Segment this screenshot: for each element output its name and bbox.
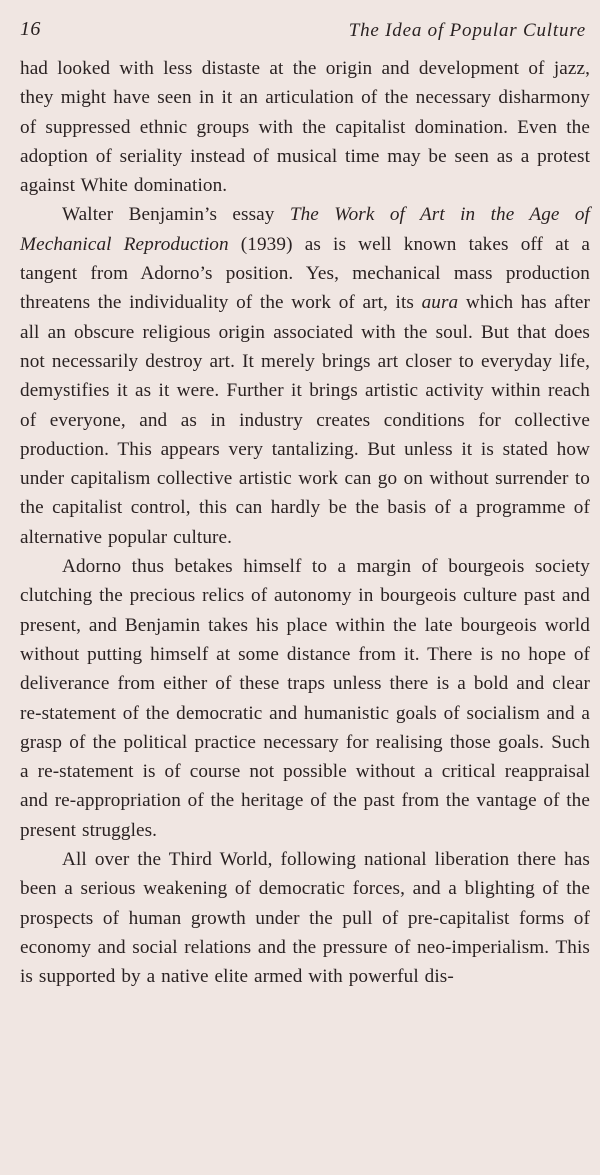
paragraph-2 [20,200,590,552]
page-number: 16 [20,18,41,40]
running-head [20,14,590,54]
essay-title: The Work of Art in the Age of Mechanical Reproduction [20,204,590,255]
running-title: The Idea of Popular Culture [348,20,586,41]
paragraph-2-part-a: Walter Benjamin’s essay [62,204,290,226]
paragraph-1: had looked with less distaste at the origin and development of jazz, they might have seen in it an articulation of the necessary disharmony of suppressed ethnic groups with the capitalist domination. Even the adoption of seriality instead of musical time may be seen as a protest against White domination. [20,58,590,197]
paragraph-2-part-b: (1939) as is well known takes off at a tangent from Adorno’s position. Yes, mechanical mass production threatens the individuality of the work of art, its [20,233,590,314]
paragraph-2-part-c: which has after all an obscure religious origin associated with the soul. But that does not necessarily destroy art. It merely brings art closer to everyday life, demystifies it as it were. Further it brings artistic activity within reach of everyone, and as in industry creates conditions for collective production. This appears very tantalizing. But unless it is stated how under capitalism collective artistic work can go on without surrender to the capitalist control, this can hardly be the basis of a programme of alternative popular culture. [20,292,591,548]
paragraph-4: All over the Third World, following national liberation there has been a serious weakening of democratic forces, and a blighting of the prospects of human growth under the pull of pre-capitalist forms of economy and social relations and the pressure of neo-imperialism. This is supported by a native elite armed with powerful dis- [20,849,590,988]
aura-term: aura [421,292,459,314]
paragraph-3: Adorno thus betakes himself to a margin of bourgeois society clutching the precious relics of autonomy in bourgeois culture past and present, and Benjamin takes his place within the late bourgeois world without putting himself at some distance from it. There is no hope of deliverance from either of these traps unless there is a bold and clear re-statement of the democratic and humanistic goals of socialism and a grasp of the political practice necessary for realising those goals. Such a re-statement is of course not possible without a critical reappraisal and re-appropriation of the heritage of the past from the vantage of the present struggles. [20,556,590,841]
body-text [20,54,590,992]
